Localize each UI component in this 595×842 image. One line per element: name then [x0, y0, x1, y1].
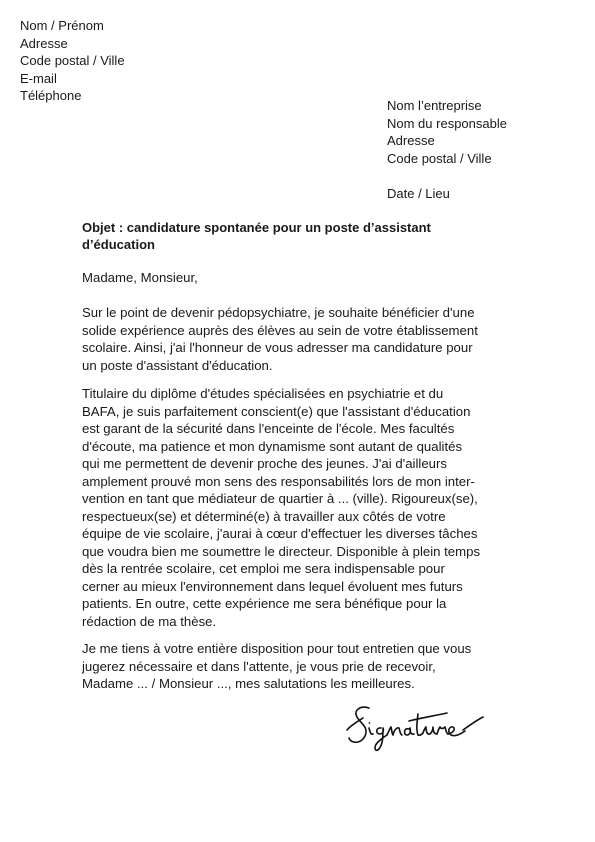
letter-object — [82, 219, 502, 253]
paragraph-body — [82, 385, 480, 630]
text-line: Titulaire du diplôme d'études spécialisées en psychiatrie et du — [82, 386, 444, 401]
recipient-block — [387, 97, 507, 167]
text-line: BAFA, je suis parfaitement conscient(e) que l'assistant d'éducation — [82, 403, 471, 419]
text-line: est garant de la sécurité dans l'enceinte de l'école. Mes facultés — [82, 421, 455, 436]
paragraph-closing — [82, 640, 471, 693]
object-line: d’éducation — [82, 237, 155, 252]
recipient-manager: Nom du responsable — [387, 115, 507, 131]
text-line: qui me permettent de devenir proche des jeunes. J'ai d'ailleurs — [82, 456, 447, 471]
text-line: un poste d'assistant d'éducation. — [82, 357, 273, 373]
recipient-postal-city: Code postal / Ville — [387, 150, 492, 166]
salutation: Madame, Monsieur, — [82, 270, 198, 285]
text-line: amplement prouvé mon sens des responsabilités lors de mon inter- — [82, 473, 475, 489]
recipient-address: Adresse — [387, 133, 435, 148]
object-line: Objet : candidature spontanée pour un poste d’assistant — [82, 220, 431, 235]
text-line: Madame ... / Monsieur ..., mes salutations les meilleures. — [82, 676, 415, 691]
sender-phone: Téléphone — [20, 88, 82, 104]
sender-name: Nom / Prénom — [20, 18, 104, 33]
text-line: Je me tiens à votre entière disposition pour tout entretien que vous — [82, 641, 472, 656]
handwritten-signature — [343, 700, 488, 752]
text-line: solide expérience auprès des élèves au sein de votre établissement — [82, 322, 478, 338]
sender-address: Adresse — [20, 35, 68, 51]
text-line: que voudra bien me soumettre le directeur. Disponible à plein temps — [82, 543, 481, 559]
text-line: dès la rentrée scolaire, cet emploi me sera indispensable pour — [82, 561, 445, 576]
sender-postal-city: Code postal / Ville — [20, 53, 125, 69]
text-line: jugerez nécessaire et dans l'attente, je vous prie de recevoir, — [82, 658, 436, 674]
sender-email: E-mail — [20, 70, 57, 86]
text-line: patients. En outre, cette expérience me sera bénéfique pour la — [82, 596, 447, 611]
text-line: cerner au mieux l'environnement dans lequel évoluent mes futurs — [82, 578, 463, 594]
text-line: scolaire. Ainsi, j'ai l'honneur de vous adresser ma candidature pour — [82, 340, 473, 355]
paragraph-intro — [82, 304, 478, 374]
text-line: rédaction de ma thèse. — [82, 613, 217, 629]
text-line: vention en tant que médiateur de quartier à ... (ville). Rigoureux(se), — [82, 491, 478, 506]
date-place: Date / Lieu — [387, 186, 450, 201]
text-line: d'écoute, ma patience et mon dynamisme sont autant de qualités — [82, 438, 463, 454]
text-line: Sur le point de devenir pédopsychiatre, je souhaite bénéficier d'une — [82, 305, 475, 320]
text-line: respectueux(se) et déterminé(e) à travailler aux côtés de votre — [82, 508, 446, 524]
text-line: équipe de vie scolaire, j'aurai à cœur d'effectuer les diverses tâches — [82, 526, 478, 541]
recipient-company: Nom l’entreprise — [387, 98, 482, 113]
sender-block — [20, 17, 125, 105]
